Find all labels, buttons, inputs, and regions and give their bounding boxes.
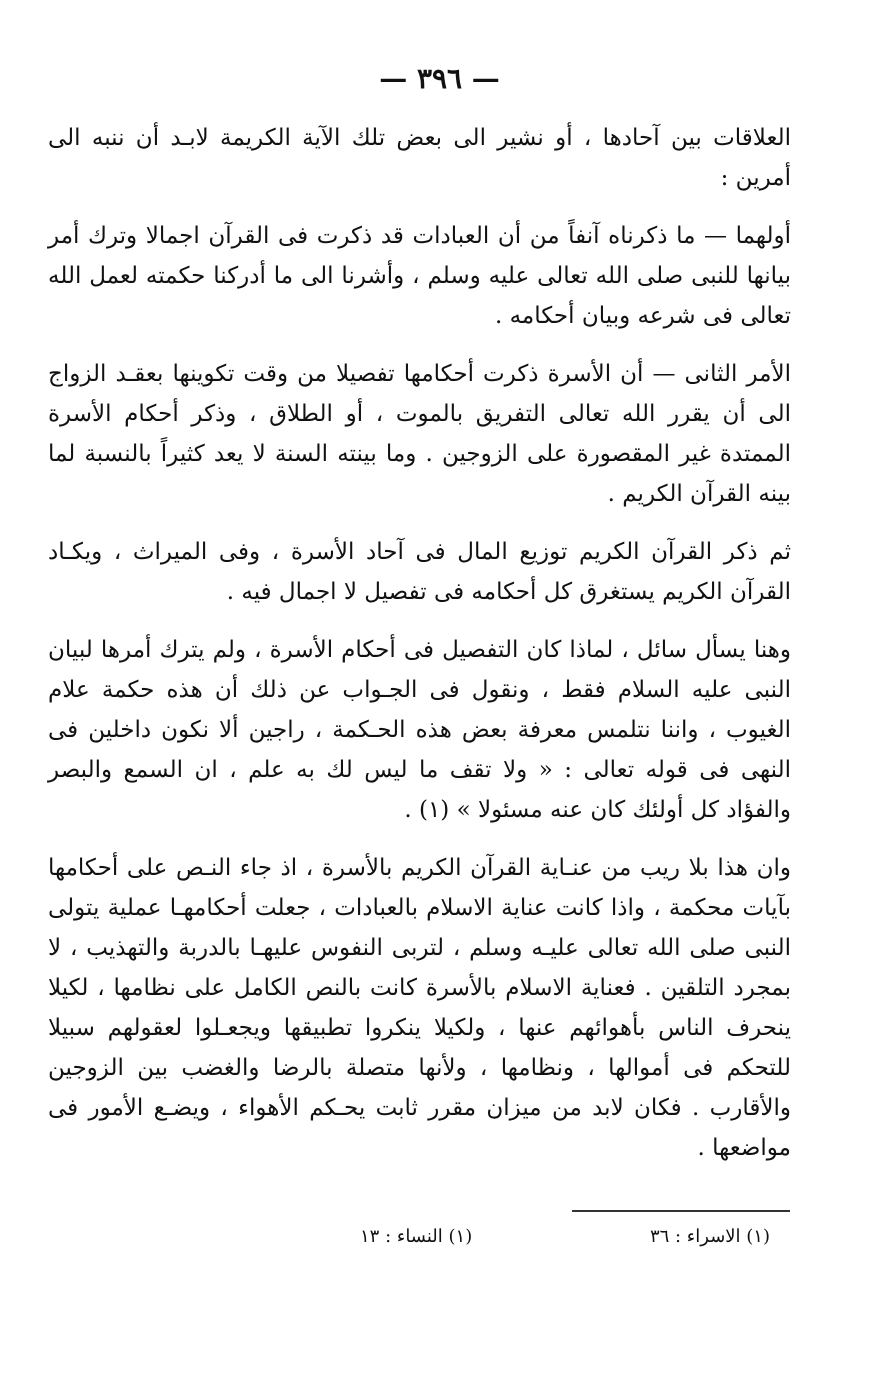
footnote-nisa: (١) النساء : ١٣ [360,1226,473,1247]
footnote-divider [572,1210,790,1212]
page-number: — ٣٩٦ — [379,62,500,95]
paragraph-question: وهنا يسأل سائل ، لماذا كان التفصيل فى أحكام الأسرة ، ولم يترك أمرها لبيان النبى عليه السلام فقط ، ونقول فى الجـواب عن ذلك أن هذه حكمة علام الغيوب ، واننا نتلمس معرفة بعض هذه الحـكمة ، راجين ألا نكون داخلين فى النهى فى قوله تعالى : « ولا تقف ما ليس لك به علم ، ان السمع والبصر والفؤاد كل أولئك كان عنه مسئولا » (١) . [48,637,791,823]
paragraph-inheritance: ثم ذكر القرآن الكريم توزيع المال فى آحاد الأسرة ، وفى الميراث ، ويكـاد القرآن الكريم يستغرق كل أحكامه فى تفصيل لا اجمال فيه . [48,539,791,605]
footnotes [360,1224,770,1250]
paragraph-conclusion: وان هذا بلا ريب من عنـاية القرآن الكريم بالأسرة ، اذ جاء النـص على أحكامها بآيات محكمة ، واذا كانت عناية الاسلام بالعبادات ، جعلت أحكامهـا عملية يتولى النبى صلى الله تعالى عليـه وسلم ، لتربى النفوس عليهـا بالدربة والتهذيب ، لا بمجرد التلقين . فعناية الاسلام بالأسرة كانت بالنص الكامل على نظامها ، لكيلا ينحرف الناس بأهوائهم عنها ، ولكيلا ينكروا تطبيقها ويجعـلوا لعقولهم سبيلا للتحكم فى أموالها ، ونظامها ، ولأنها متصلة بالرضا والغضب بين الزوجين والأقارب . فكان لابد من ميزان مقرر ثابت يحـكم الأهواء ، ويضـع الأمور فى مواضعها . [48,855,791,1161]
paragraph-intro: العلاقات بين آحادها ، أو نشير الى بعض تلك الآية الكريمة لابـد أن ننبه الى أمرين : [48,125,791,191]
body-text [48,118,791,1168]
footnote-isra: (١) الاسراء : ٣٦ [649,1226,770,1247]
paragraph-second-point: الأمر الثانى — أن الأسرة ذكرت أحكامها تفصيلا من وقت تكوينها بعقـد الزواج الى أن يقرر الله تعالى التفريق بالموت ، أو الطلاق ، وذكر أحكام الأسرة الممتدة غير المقصورة على الزوجين . وما بينته السنة لا يعد كثيراً بالنسبة لما بينه القرآن الكريم . [48,361,791,507]
paragraph-first-point: أولهما — ما ذكرناه آنفاً من أن العبادات قد ذكرت فى القرآن اجمالا وترك أمر بيانها للنبى صلى الله تعالى عليه وسلم ، وأشرنا الى ما أدركنا حكمته لعمل الله تعالى فى شرعه وبيان أحكامه . [48,223,791,329]
